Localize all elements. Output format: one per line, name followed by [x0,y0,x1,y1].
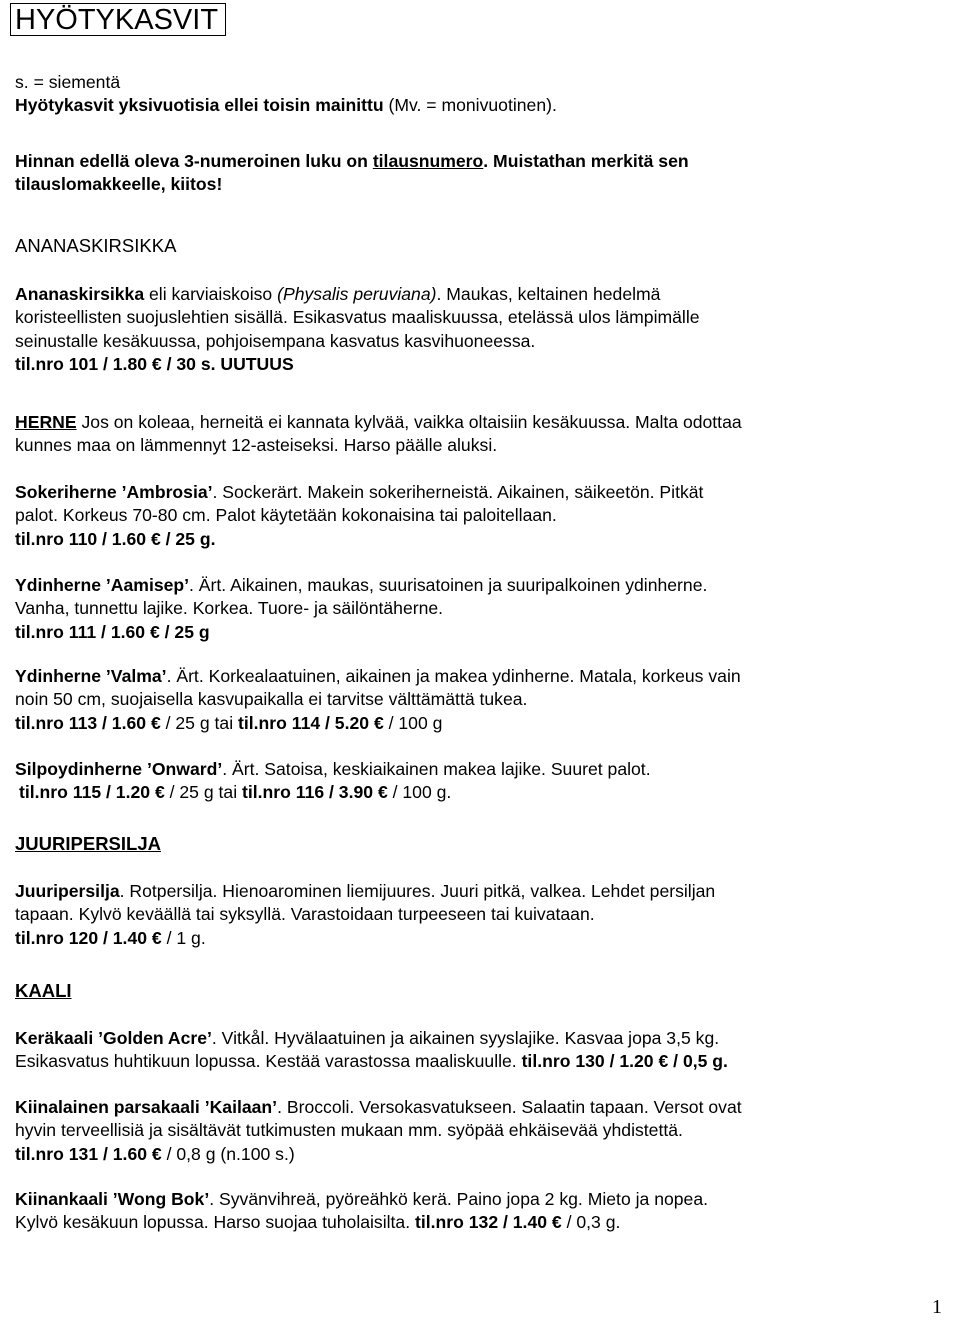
order-note-line-1 [15,150,950,173]
intro-line-2-rest: (Mv. = monivuotinen). [383,95,557,116]
ambrosia-price: til.nro 110 / 1.60 € / 25 g. [15,528,216,549]
juuripersilja-line-2: tapaan. Kylvö keväällä tai syksyllä. Varastoidaan turpeeseen tai kuivataan. [15,904,595,925]
onward-line-1: Silpoydinherne ’Onward’. Ärt. Satoisa, keskiaikainen makea lajike. Suuret palot. [15,759,651,779]
intro-line-2-bold: Hyötykasvit yksivuotisia ellei toisin mainittu [15,95,384,116]
ananas-line-1: Ananaskirsikka eli karviaiskoiso (Physalis peruviana). Maukas, keltainen hedelmä [15,284,661,304]
euro-icon: € [658,1051,669,1072]
kailaan-price: til.nro 131 / 1.60 € / 0,8 g (n.100 s.) [15,1143,295,1164]
valma-line-2: noin 50 cm, suojaisella kasvupaikalla ei tarvitse välttämättä tukea. [15,689,528,710]
wongbok-line-2: Kylvö kesäkuun lopussa. Harso suojaa tuholaisilta. til.nro 132 / 1.40 € / 0,3 g. [15,1212,621,1233]
herne-line-1: HERNE Jos on koleaa, herneitä ei kannata kylvää, vaikka oltaisiin kesäkuussa. Malta odottaa [15,412,742,432]
juuripersilja-line-1: Juuripersilja. Rotpersilja. Hienoarominen liemijuures. Juuri pitkä, valkea. Lehdet persiljan [15,881,716,901]
intro-line-2 [15,94,950,117]
ananas-line-2: koristeellisten suojuslehtien sisällä. Esikasvatus maaliskuussa, etelässä ulos lämpimälle [15,307,700,328]
intro-section [15,71,950,118]
section-heading-ananaskirsikka: ANANASKIRSIKKA [15,235,177,256]
juuripersilja-price: til.nro 120 / 1.40 € / 1 g. [15,927,206,948]
valma-entry [15,665,950,735]
ambrosia-entry [15,481,950,551]
valma-price: til.nro 113 / 1.60 € / 25 g tai til.nro 114 / 5.20 € / 100 g [15,712,443,733]
aamisep-price: til.nro 111 / 1.60 € / 25 g [15,621,210,642]
euro-icon: € [151,353,162,374]
section-heading-kaali: KAALI [15,980,72,1001]
ananaskirsikka-entry [15,283,950,376]
wongbok-line-1: Kiinankaali ’Wong Bok’. Syvänvihreä, pyöreähkö kerä. Paino jopa 2 kg. Mieto ja nopea. [15,1189,709,1209]
onward-entry [15,758,950,805]
ambrosia-line-2: palot. Korkeus 70-80 cm. Palot käytetään kokonaisina tai paloitellaan. [15,505,557,526]
intro-order-note [15,150,950,197]
juuripersilja-entry [15,880,950,950]
aamisep-line-1: Ydinherne ’Aamisep’. Ärt. Aikainen, maukas, suurisatoinen ja suuripalkoinen ydinherne. [15,575,708,595]
page-number: 1 [932,1296,942,1318]
herne-intro [15,411,950,458]
ananas-line-3: seinustalle kesäkuussa, pohjoisempana kasvatus kasvihuoneessa. [15,330,536,351]
euro-icon: € [149,621,160,642]
onward-price: til.nro 115 / 1.20 € / 25 g tai til.nro 116 / 3.90 € / 100 g. [19,782,452,803]
euro-icon: € [151,1143,162,1164]
order-note-a: Hinnan edellä oleva 3-numeroinen luku on [15,151,373,171]
kailaan-entry [15,1096,950,1166]
euro-icon: € [151,927,162,948]
ananas-price: til.nro 101 / 1.80 € / 30 s. UUTUUS [15,353,294,374]
euro-icon: € [373,712,384,733]
euro-icon: € [150,712,161,733]
euro-icon: € [150,528,161,549]
intro-line-1: s. = siementä [15,72,121,92]
kailaan-line-1: Kiinalainen parsakaali ’Kailaan’. Broccoli. Versokasvatukseen. Salaatin tapaan. Versot ovat [15,1097,742,1117]
order-note-c: . Muistathan merkitä sen [483,151,689,171]
euro-icon: € [377,782,388,803]
golden-acre-entry [15,1027,950,1074]
ambrosia-line-1: Sokeriherne ’Ambrosia’. Sockerärt. Makein sokeriherneistä. Aikainen, säikeetön. Pitkät [15,482,704,502]
herne-line-2: kunnes maa on lämmennyt 12-asteiseksi. Harso päälle aluksi. [15,435,498,456]
page-title: HYÖTYKASVIT [10,3,226,36]
order-note-term: tilausnumero [372,151,484,171]
section-heading-herne: HERNE [15,412,77,432]
new-badge: UUTUUS [220,353,294,374]
euro-icon: € [551,1212,562,1233]
golden-line-2: Esikasvatus huhtikuun lopussa. Kestää varastossa maaliskuulle. til.nro 130 / 1.20 € / 0,5 g. [15,1051,728,1072]
aamisep-line-2: Vanha, tunnettu lajike. Korkea. Tuore- ja säilöntäherne. [15,598,444,619]
section-heading-juuripersilja: JUURIPERSILJA [15,833,161,854]
kailaan-line-2: hyvin terveellisiä ja sisältävät tutkimusten mukaan mm. syöpää ehkäisevää yhdistettä. [15,1120,683,1141]
wong-bok-entry [15,1188,950,1235]
euro-icon: € [154,782,165,803]
order-note-line-2: tilauslomakkeelle, kiitos! [15,174,223,195]
golden-line-1: Keräkaali ’Golden Acre’. Vitkål. Hyvälaatuinen ja aikainen syyslajike. Kasvaa jopa 3,5 kg. [15,1028,720,1048]
valma-line-1: Ydinherne ’Valma’. Ärt. Korkealaatuinen, aikainen ja makea ydinherne. Matala, korkeus vain [15,666,741,686]
aamisep-entry [15,574,950,644]
